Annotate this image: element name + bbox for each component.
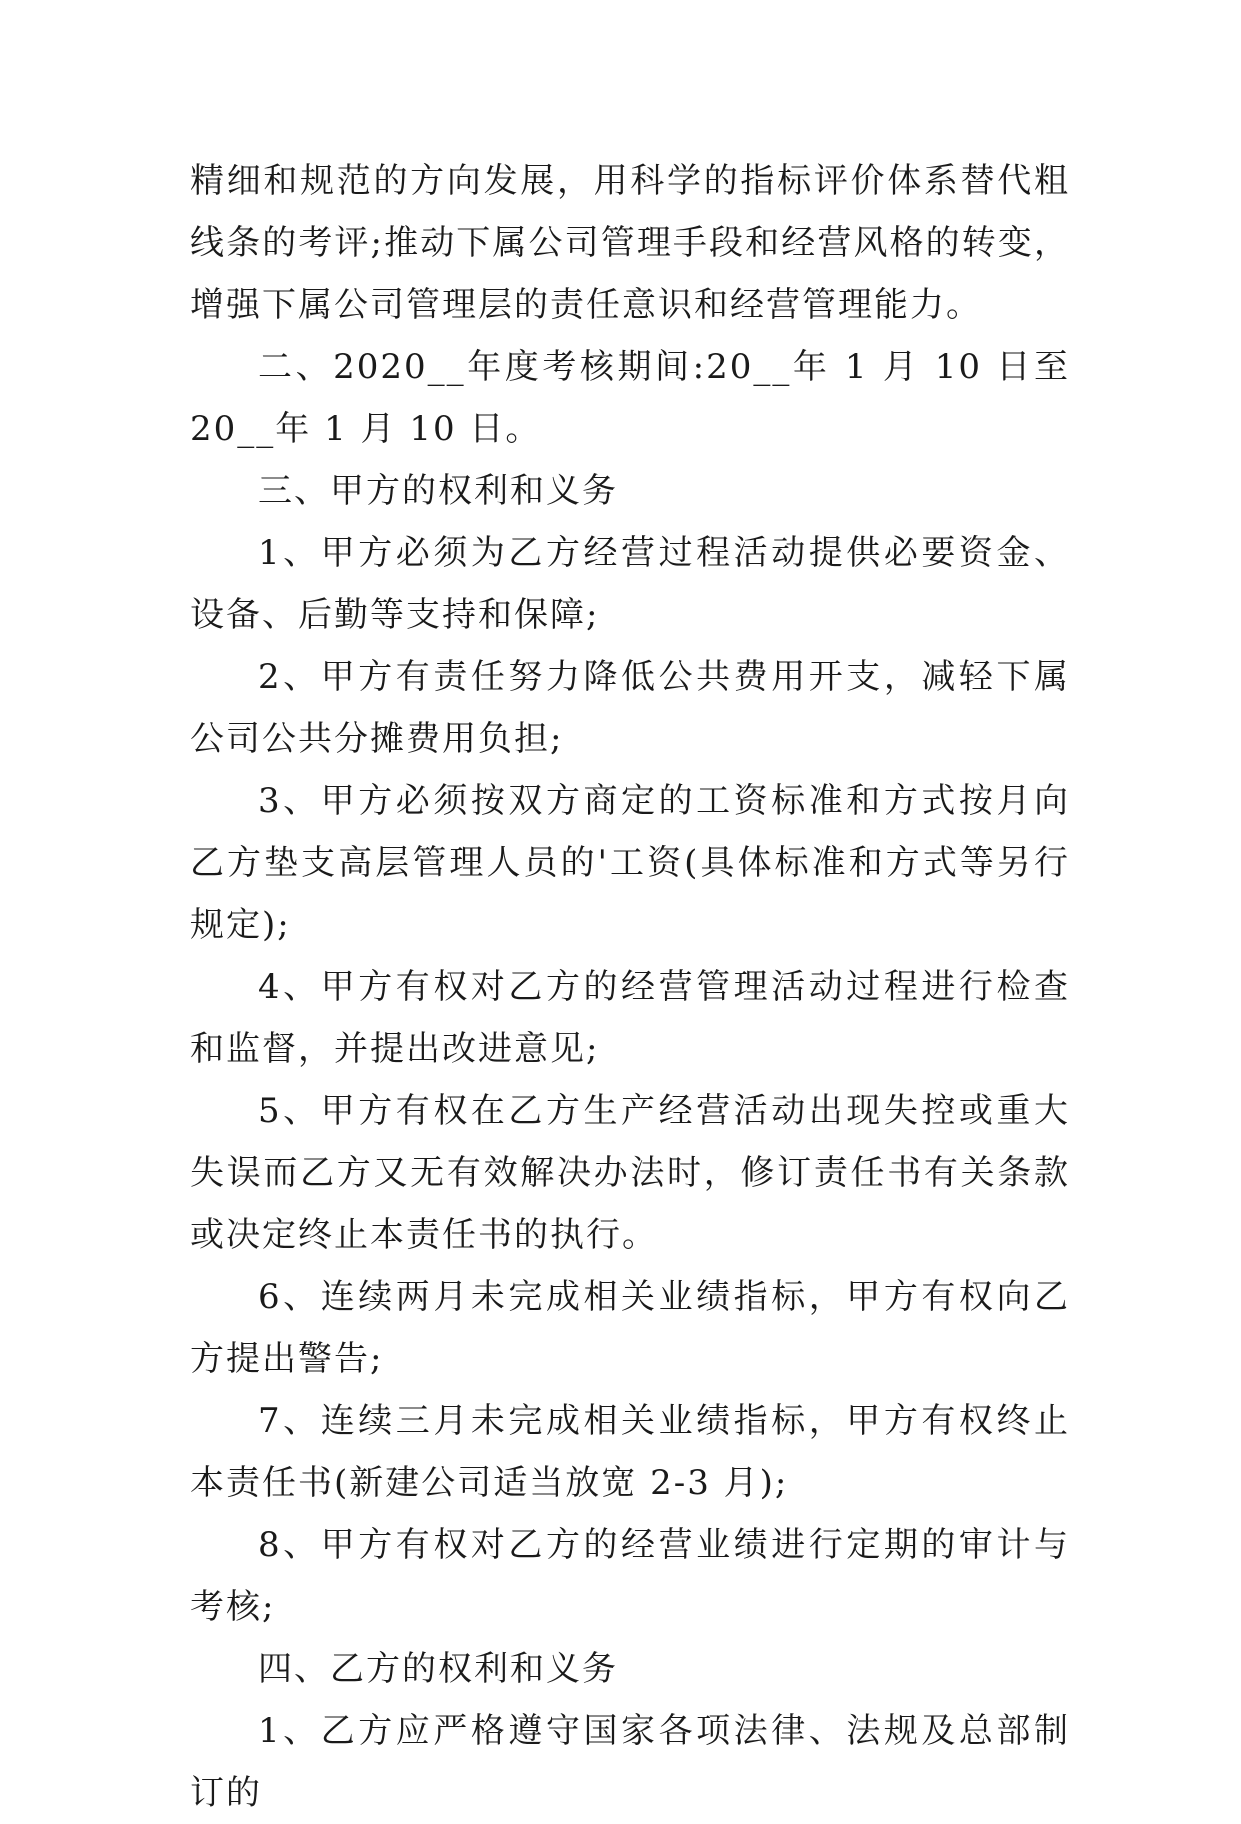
paragraph: 二、2020__年度考核期间:20__年 1 月 10 日至 20__年 1 月 10 日。 <box>190 347 1070 449</box>
list-item: 1、甲方必须为乙方经营过程活动提供必要资金、设备、后勤等支持和保障; <box>190 533 1070 635</box>
list-item: 4、甲方有权对乙方的经营管理活动过程进行检查和监督，并提出改进意见; <box>190 967 1070 1069</box>
document-body <box>190 150 1070 1824</box>
section-heading: 四、乙方的权利和义务 <box>258 1649 618 1689</box>
section-heading: 三、甲方的权利和义务 <box>258 471 618 511</box>
list-item: 2、甲方有责任努力降低公共费用开支，减轻下属公司公共分摊费用负担; <box>190 657 1070 759</box>
list-item: 1、乙方应严格遵守国家各项法律、法规及总部制订的 <box>190 1711 1070 1813</box>
list-item: 8、甲方有权对乙方的经营业绩进行定期的审计与考核; <box>190 1525 1070 1627</box>
list-item: 5、甲方有权在乙方生产经营活动出现失控或重大失误而乙方又无有效解决办法时，修订责任书有关条款或决定终止本责任书的执行。 <box>190 1091 1070 1255</box>
list-item: 7、连续三月未完成相关业绩指标，甲方有权终止本责任书(新建公司适当放宽 2-3 月); <box>190 1401 1070 1503</box>
list-item: 6、连续两月未完成相关业绩指标，甲方有权向乙方提出警告; <box>190 1277 1070 1379</box>
list-item: 3、甲方必须按双方商定的工资标准和方式按月向乙方垫支高层管理人员的'工资(具体标准和方式等另行规定); <box>190 781 1070 945</box>
paragraph: 精细和规范的方向发展，用科学的指标评价体系替代粗线条的考评;推动下属公司管理手段和经营风格的转变，增强下属公司管理层的责任意识和经营管理能力。 <box>190 161 1070 325</box>
